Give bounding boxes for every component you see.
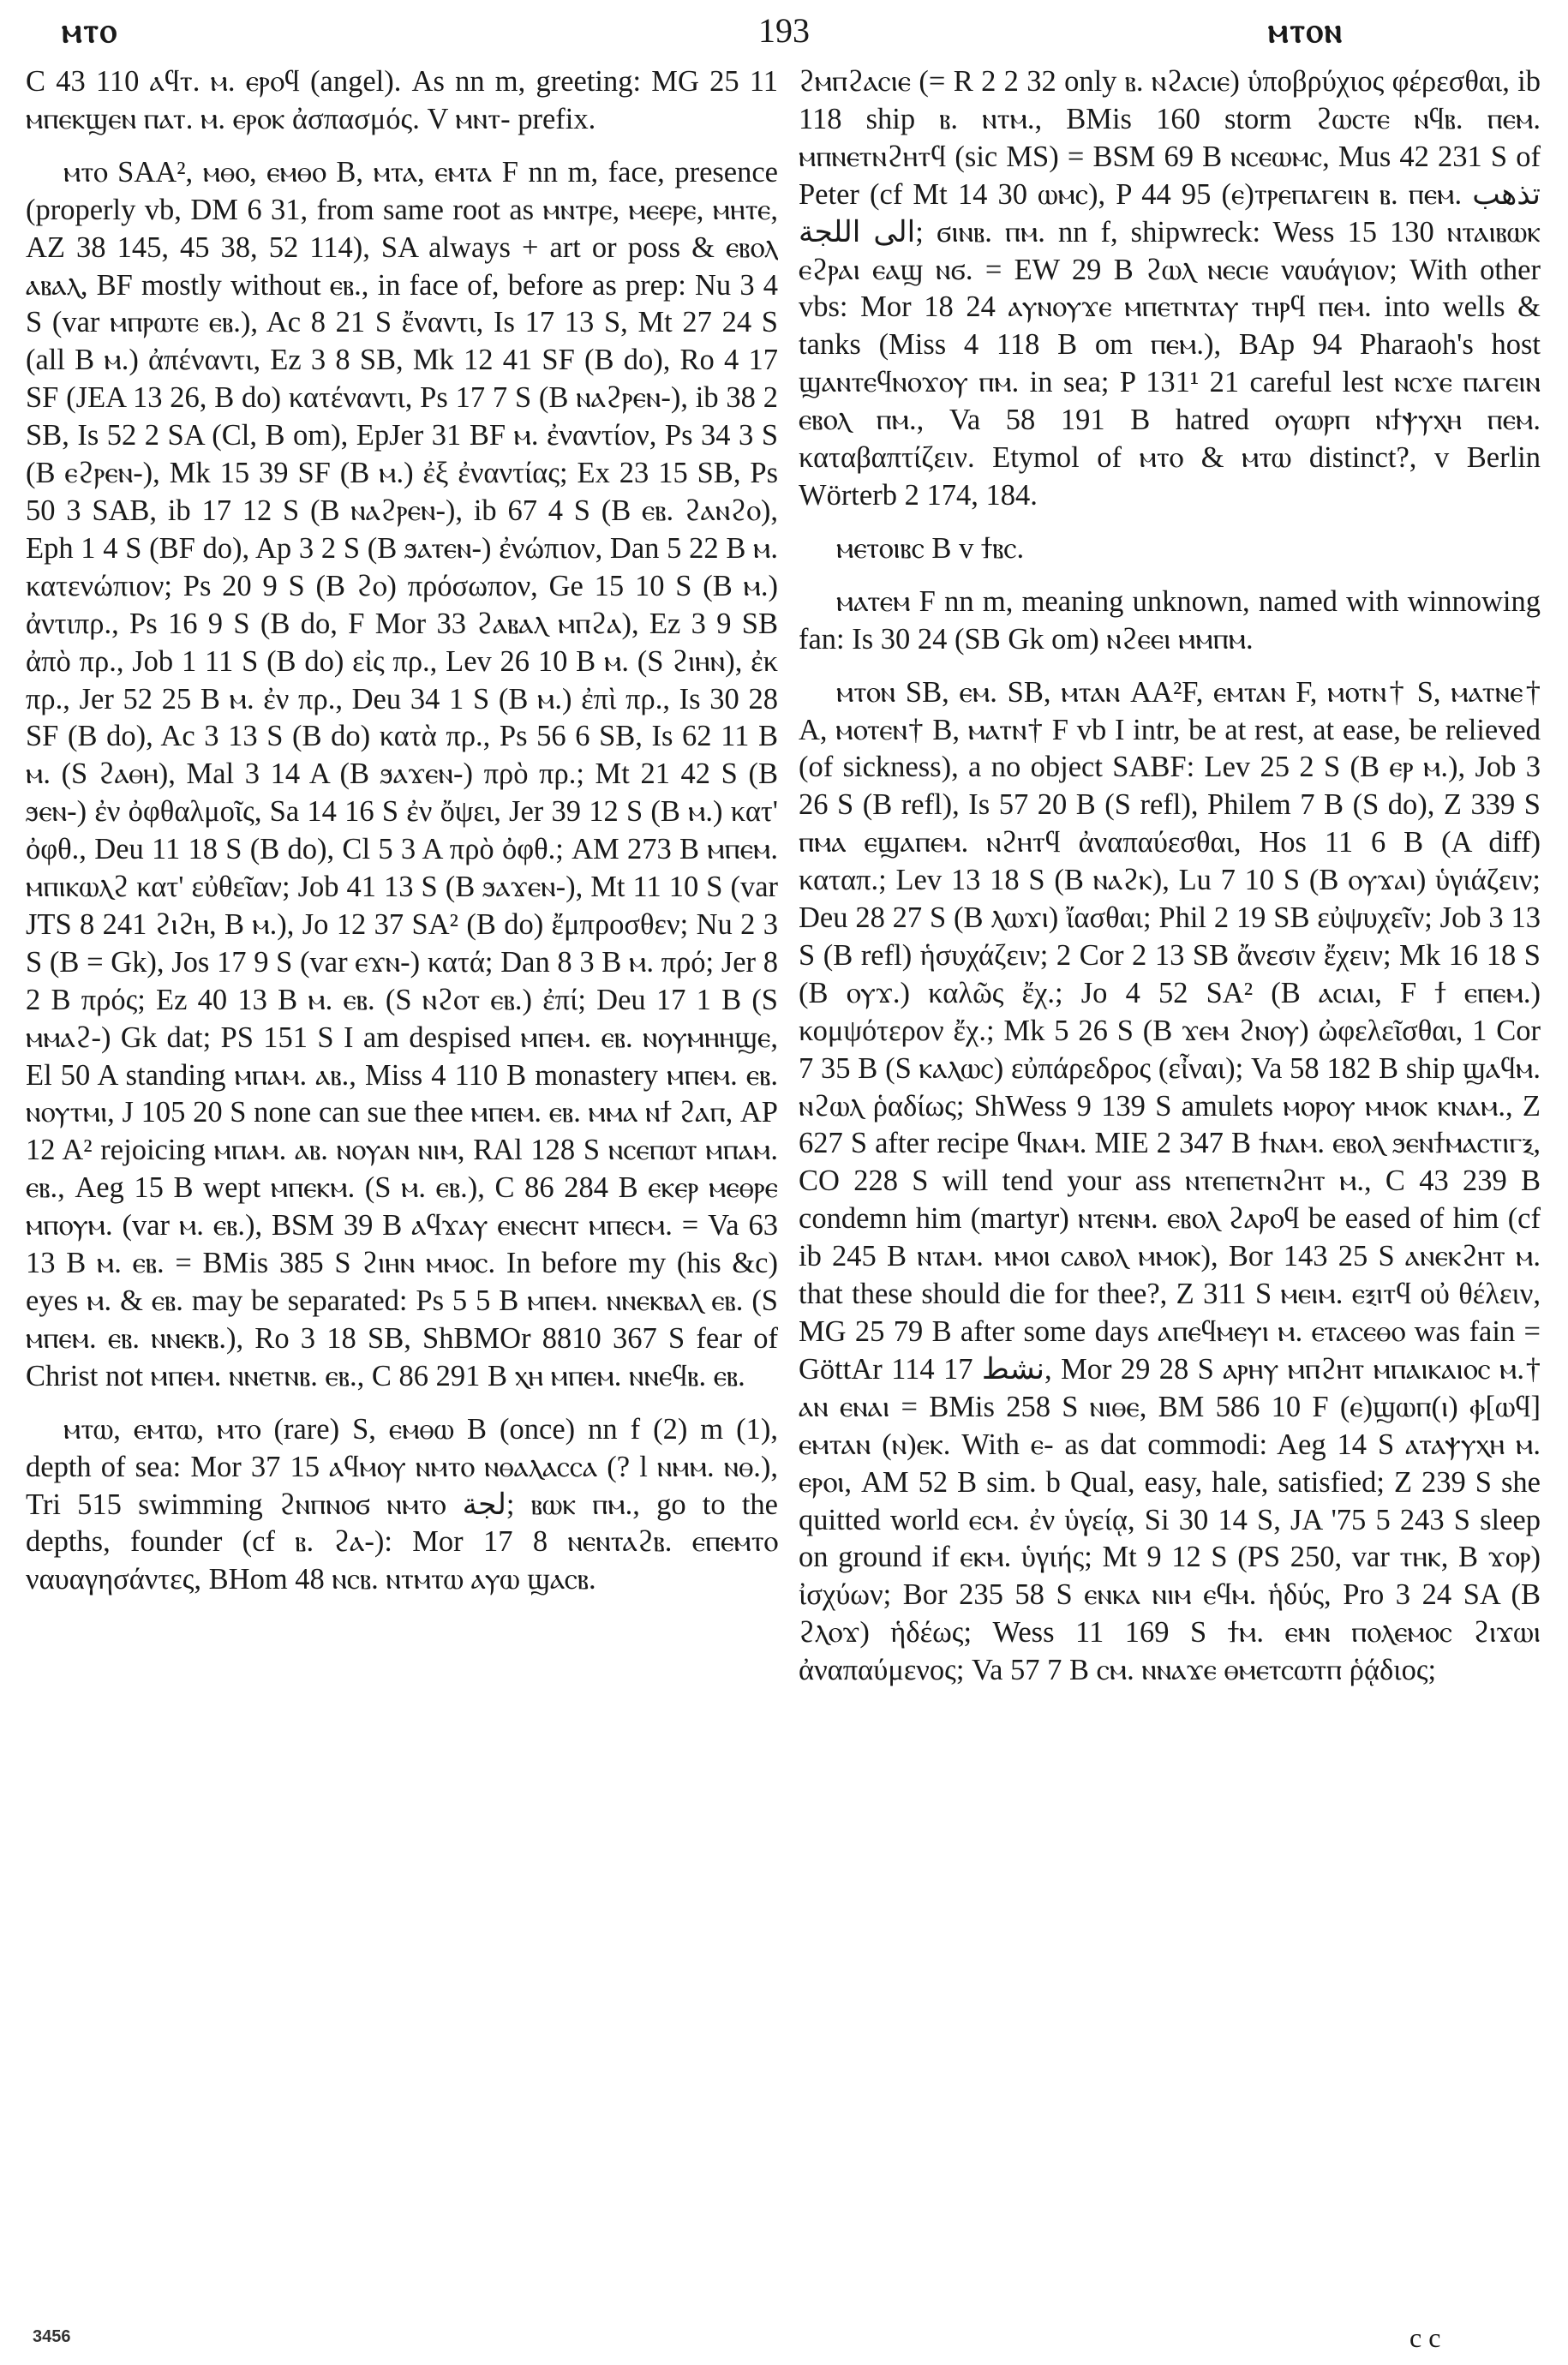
entry-mto-face: ⲙⲧⲟ SAA², ⲙⲑⲟ, ⲉⲙⲑⲟ B, ⲙⲧⲁ, ⲉⲙⲧⲁ F nn m, face, presence (properly vb, DM 6 31, from same root as ⲙⲛⲧⲣⲉ, ⲙⲉⲉⲣⲉ, ⲙⲏⲧⲉ, AZ 38 145, 45 38, 52 114), SA always + art or poss & ⲉⲃⲟⲗ ⲁⲃⲁⲗ, BF mostly without ⲉⲃ., in face of, before as prep: Nu 3 4 S (var ⲙⲡⲣⲱⲧⲉ ⲉⲃ.), Ac 8 21 S ἔναντι, Is 17 13 S, Mt 27 24 S (all B ⲙ.) ἀπέναντι, Ez 3 8 SB, Mk 12 41 SF (B do), Ro 4 17 SF (JEA 13 26, B do) κατέναντι, Ps 17 7 S (B ⲛⲁϩⲣⲉⲛ-), ib 38 2 SB, Is 52 2 SA (Cl, B om), EpJer 31 BF ⲙ. ἐναντίον, Ps 34 3 S (B ⲉϩⲣⲉⲛ-), Mk 15 39 SF (B ⲙ.) ἐξ ἐναντίας; Ex 23 15 SB, Ps 50 3 SAB, ib 17 12 S (B ⲛⲁϩⲣⲉⲛ-), ib 67 4 S (B ⲉⲃ. ϩⲁⲛϩⲟ), Eph 1 4 S (BF do), Ap 3 2 S (B ϧⲁⲧⲉⲛ-) ἐνώπιον, Dan 5 22 B ⲙ. κατενώπιον; Ps 20 9 S (B ϩⲟ) πρόσωπον, Ge 15 10 S (B ⲙ.) ἀντιπρ., Ps 16 9 S (B do, F Mor 33 ϩⲁⲃⲁⲗ ⲙⲡϩⲁ), Ez 3 9 SB ἀπὸ πρ., Job 1 11 S (B do) εἰς πρ., Lev 26 10 B ⲙ. (S ϩⲓⲏⲛ), ἐκ πρ., Jer 52 25 B ⲙ. ἐν πρ., Deu 34 1 S (B ⲙ.) ἐπὶ πρ., Is 30 28 SF (B do), Ac 3 13 S (B do) κατὰ πρ., Ps 56 6 SB, Is 62 11 B ⲙ. (S ϩⲁⲑⲏ), Mal 3 14 A (B ϧⲁϫⲉⲛ-) πρὸ πρ.; Mt 21 42 S (B ϧⲉⲛ-) ἐν ὀφθαλμοῖς, Sa 14 16 S ἐν ὄψει, Jer 39 12 S (B ⲙ.) κατ' ὀφθ., Deu 11 18 S (B do), Cl 5 3 A πρὸ ὀφθ.; AM 273 B ⲙⲡⲉⲙ. ⲙⲡⲓⲕⲱⲗϩ κατ' εὐθεῖαν; Job 41 13 S (B ϧⲁϫⲉⲛ-), Mt 11 10 S (var JTS 8 241 ϩⲓϩⲏ, B ⲙ.), Jo 12 37 SA² (B do) ἔμπροσθεν; Nu 2 3 S (B = Gk), Jos 17 9 S (var ⲉϫⲛ-) κατά; Dan 8 3 B ⲙ. πρό; Jer 8 2 B πρός; Ez 40 13 B ⲙ. ⲉⲃ. (S ⲛϩⲟⲧ ⲉⲃ.) ἐπί; Deu 17 1 B (S ⲙⲙⲁϩ-) Gk dat; PS 151 S I am despised ⲙⲡⲉⲙ. ⲉⲃ. ⲛⲟⲩⲙⲏⲏϣⲉ, El 50 A standing ⲙⲡⲁⲙ. ⲁⲃ., Miss 4 110 B monastery ⲙⲡⲉⲙ. ⲉⲃ. ⲛⲟⲩⲧⲙⲓ, J 105 20 S none can sue thee ⲙⲡⲉⲙ. ⲉⲃ. ⲙⲙⲁ ⲛϯ ϩⲁⲡ, AP 12 A² rejoicing ⲙⲡⲁⲙ. ⲁⲃ. ⲛⲟⲩⲁⲛ ⲛⲓⲙ, RAl 128 S ⲛⲥⲉⲡⲱⲧ ⲙⲡⲁⲙ. ⲉⲃ., Aeg 15 B wept ⲙⲡⲉⲕⲙ. (S ⲙ. ⲉⲃ.), C 86 284 B ⲉⲕⲉⲣ ⲙⲉⲑⲣⲉ ⲙⲡⲟⲩⲙ. (var ⲙ. ⲉⲃ.), BSM 39 B ⲁϥϫⲁⲩ ⲉⲛⲉⲥⲏⲧ ⲙⲡⲉⲥⲙ. = Va 63 13 B ⲙ. ⲉⲃ. = BMis 385 S ϩⲓⲏⲛ ⲙⲙⲟⲥ. In before my (his &c) eyes ⲙ. & ⲉⲃ. may be separated: Ps 5 5 B ⲙⲡⲉⲙ. ⲛⲛⲉⲕⲃⲁⲗ ⲉⲃ. (S ⲙⲡⲉⲙ. ⲉⲃ. ⲛⲛⲉⲕⲃ.), Ro 3 18 SB, ShBMOr 8810 367 S fear of Christ not ⲙⲡⲉⲙ. ⲛⲛⲉⲧⲛⲃ. ⲉⲃ., C 86 291 B ⲭⲏ ⲙⲡⲉⲙ. ⲛⲛⲉϥⲃ. ⲉⲃ. (26, 155, 778, 1392)
page-number: 193 (758, 11, 810, 50)
gathering-mark: c c (1409, 2322, 1441, 2353)
header-left-guide-word: ⲙⲧⲟ (62, 11, 118, 50)
entry-mton: ⲙⲧⲟⲛ SB, ⲉⲙ. SB, ⲙⲧⲁⲛ AA²F, ⲉⲙⲧⲁⲛ F, ⲙⲟⲧⲛ† S, ⲙⲁⲧⲛⲉ† A, ⲙⲟⲧⲉⲛ† B, ⲙⲁⲧⲛ† F vb I intr, be at rest, at ease, be relieved (of sickness), a no object SABF: Lev 25 2 S (B ⲉⲣ ⲙ.), Job 3 26 S (B refl), Is 57 20 B (S refl), Philem 7 B (S do), Z 339 S ⲡⲙⲁ ⲉϣⲁⲡⲉⲙ. ⲛϩⲏⲧϥ ἀναπαύεσθαι, Hos 11 6 B (A diff) καταπ.; Lev 13 18 S (B ⲛⲁϩⲕ), Lu 7 10 S (B ⲟⲩϫⲁⲓ) ὑγιάζειν; Deu 28 27 S (B ⲗⲱϫⲓ) ἴασθαι; Phil 2 19 SB εὐψυχεῖν; Job 3 13 S (B refl) ἡσυχάζειν; 2 Cor 2 13 SB ἄνεσιν ἔχειν; Mk 16 18 S (B ⲟⲩϫ.) καλῶς ἔχ.; Jo 4 52 SA² (B ⲁⲥⲓⲁⲓ, F ϯ ⲉⲡⲉⲙ.) κομψότερον ἔχ.; Mk 5 26 S (B ϫⲉⲙ ϩⲛⲟⲩ) ὠφελεῖσθαι, 1 Cor 7 35 B (S ⲕⲁⲗⲱⲥ) εὐπάρεδρος (εἶναι); Va 58 182 B ship ϣⲁϥⲙ. ⲛϩⲱⲗ ῥαδίως; ShWess 9 139 S amulets ⲙⲟⲣⲟⲩ ⲙⲙⲟⲕ ⲕⲛⲁⲙ., Z 627 S after recipe ϥⲛⲁⲙ. MIE 2 347 B ϯⲛⲁⲙ. ⲉⲃⲟⲗ ϧⲉⲛϯⲙⲁⲥⲧⲓⲅⲝ, CO 228 S will tend your ass ⲛⲧⲉⲡⲉⲧⲛϩⲏⲧ ⲙ., C 43 239 B condemn him (martyr) ⲛⲧⲉⲛⲙ. ⲉⲃⲟⲗ ϩⲁⲣⲟϥ be eased of him (cf ib 245 B ⲛⲧⲁⲙ. ⲙⲙⲟⲓ ⲥⲁⲃⲟⲗ ⲙⲙⲟⲕ), Bor 143 25 S ⲁⲛⲉⲕϩⲏⲧ ⲙ. that these should die for thee?, Z 311 S ⲙⲉⲓⲙ. ⲉⲝⲓⲧϥ οὐ θέλειν, MG 25 79 B after some days ⲁⲡⲉϥⲙⲉⲩⲓ ⲙ. ⲉⲧⲁⲥⲉⲑⲟ was fain = GöttAr 114 17 ﻧﺸﻂ, Mor 29 28 S ⲁⲣⲏⲩ ⲙⲡϩⲏⲧ ⲙⲡⲁⲓⲕⲁⲓⲟⲥ ⲙ.† ⲁⲛ ⲉⲛⲁⲓ = BMis 258 S ⲛⲓⲑⲉ, BM 586 10 F (ⲉ)ϣⲱⲡ(ⲓ) ⲫ[ⲱϥ] ⲉⲙⲧⲁⲛ (ⲛ)ⲉⲕ. With ⲉ- as dat commodi: Aeg 14 S ⲁⲧⲁⲯⲩⲭⲏ ⲙ. ⲉⲣⲟⲓ, AM 52 B sim. b Qual, easy, hale, satisfied; Z 239 S she quitted world ⲉⲥⲙ. ἐν ὑγείᾳ, Si 30 14 S, JA '75 5 243 S sleep on ground if ⲉⲕⲙ. ὑγιής; Mt 9 12 S (PS 250, var ⲧⲏⲕ, B ϫⲟⲣ) ἰσχύων; Bor 235 58 S ⲉⲛⲕⲁ ⲛⲓⲙ ⲉϥⲙ. ἡδύς, Pro 3 24 SA (B ϩⲗⲟϫ) ἡδέως; Wess 11 169 S ϯⲙ. ⲉⲙⲛ ⲡⲟⲗⲉⲙⲟⲥ ϩⲓϫⲱⲓ ἀναπαύμενος; Va 57 7 B ⲥⲙ. ⲛⲛⲁϫⲉ ⲑⲙⲉⲧⲥⲱⲧⲡ ῥᾴδιος; (799, 675, 1541, 1687)
left-column (26, 63, 778, 2300)
entry-metoibs: ⲙⲉⲧⲟⲓⲃⲥ B v ϯⲃⲥ. (836, 531, 1025, 565)
entry-matem: ⲙⲁⲧⲉⲙ F nn m, meaning unknown, named with winnowing fan: Is 30 24 (SB Gk om) ⲛϩⲉⲉⲓ ⲙⲙⲡⲙ. (799, 584, 1541, 656)
printer-signature-number: 3456 (33, 2327, 71, 2346)
header-right-guide-word: ⲙⲧⲟⲛ (1267, 11, 1344, 50)
running-header (27, 10, 1541, 58)
right-column (799, 63, 1541, 2300)
entry-mto-depth: ⲙⲧⲱ, ⲉⲙⲧⲱ, ⲙⲧⲟ (rare) S, ⲉⲙⲑⲱ B (once) nn f (2) m (1), depth of sea: Mor 37 15 ⲁϥⲙⲟⲩ ⲛⲙⲧⲟ ⲛⲑⲁⲗⲁⲥⲥⲁ (? l ⲛⲙⲙ. ⲛⲑ.), Tri 515 swimming ϩⲛⲡⲛⲟϭ ⲛⲙⲧⲟ ﻟﺠﺔ; ⲃⲱⲕ ⲡⲙ., go to the depths, founder (cf ⲃ. ϩⲁ-): Mor 17 8 ⲛⲉⲛⲧⲁϩⲃ. ⲉⲡⲉⲙⲧⲟ ναυαγησάντες, BHom 48 ⲛⲥⲃ. ⲛⲧⲙⲧⲱ ⲁⲩⲱ ϣⲁⲥⲃ. (26, 1412, 778, 1596)
entry-continuation-right: ϩⲙⲡϩⲁⲥⲓⲉ (= R 2 2 32 only ⲃ. ⲛϩⲁⲥⲓⲉ) ὑποβρύχιος φέρεσθαι, ib 118 ship ⲃ. ⲛⲧⲙ., BMis 160 storm ϩⲱⲥⲧⲉ ⲛϥⲃ. ⲡⲉⲙ. ⲙⲡⲛⲉⲧⲛϩⲏⲧϥ (sic MS) = BSM 69 B ⲛⲥⲉⲱⲙⲥ, Mus 42 231 S of Peter (cf Mt 14 30 ⲱⲙⲥ), P 44 95 (ⲉ)ⲧⲣⲉⲡⲁⲅⲉⲓⲛ ⲃ. ⲡⲉⲙ. ﺗﺬﻫﺐ ﺍﻟﻰ ﺍﻟﻠﺠﺔ; ϭⲓⲛⲃ. ⲡⲙ. nn f, shipwreck: Wess 15 130 ⲛⲧⲁⲓⲃⲱⲕ ⲉϩⲣⲁⲓ ⲉⲁϣ ⲛϭ. = EW 29 B ϩⲱⲗ ⲛⲉⲥⲓⲉ ναυάγιον; With other vbs: Mor 18 24 ⲁⲩⲛⲟⲩϫⲉ ⲙⲡⲉⲧⲛⲧⲁⲩ ⲧⲏⲣϥ ⲡⲉⲙ. into wells & tanks (Miss 4 118 B om ⲡⲉⲙ.), BAp 94 Pharaoh's host ϣⲁⲛⲧⲉϥⲛⲟϫⲟⲩ ⲡⲙ. in sea; P 131¹ 21 careful lest ⲛⲥϫⲉ ⲡⲁⲅⲉⲓⲛ ⲉⲃⲟⲗ ⲡⲙ., Va 58 191 B hatred ⲟⲩⲱⲣⲡ ⲛϯⲯⲩⲭⲏ ⲡⲉⲙ. καταβαπτίζειν. Etymol of ⲙⲧⲟ & ⲙⲧⲱ distinct?, v Berlin Wörterb 2 174, 184. (799, 65, 1541, 512)
entry-continuation: C 43 110 ⲁϥⲧ. ⲙ. ⲉⲣⲟϥ (angel). As nn m, greeting: MG 25 11 ⲙⲡⲉⲕϣⲉⲛ ⲡⲁⲧ. ⲙ. ⲉⲣⲟⲕ ἀσπασμός. V ⲙⲛⲧ- prefix. (26, 65, 778, 135)
